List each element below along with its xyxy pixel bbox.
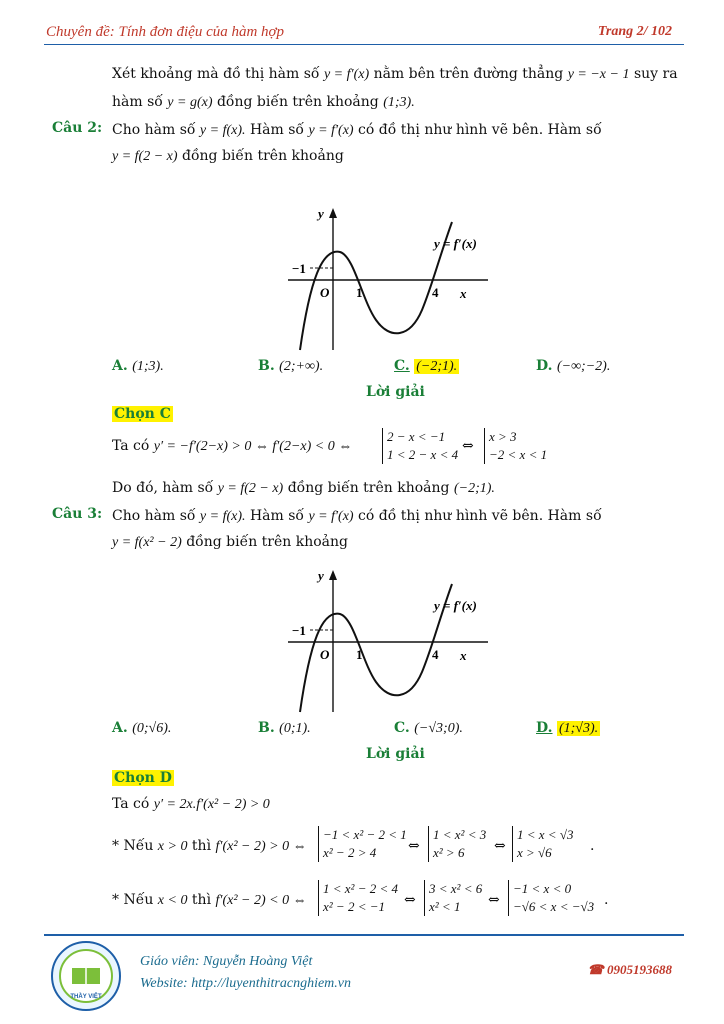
graph-f-prime-q3 — [282, 562, 502, 718]
q2-solution-line-1: Ta có y′ = −f′(2−x) > 0 ⇔ f′(2−x) < 0 ⇔ — [112, 438, 353, 454]
q2-equiv-arrow: ⇔ — [462, 438, 474, 454]
q2-option-b[interactable]: B. (2;+∞). — [258, 358, 324, 374]
tick-4-label: 4 — [432, 285, 439, 300]
q3-case-1-arrow-2: ⇔ — [494, 838, 506, 854]
q3-option-d[interactable]: D. (1;√3). — [536, 720, 599, 736]
y-axis-label: y — [318, 206, 324, 221]
q3-case-2-system-2: 3 < x² < 6 x² < 1 — [424, 880, 482, 916]
tick-1-label: 1 — [356, 647, 363, 662]
origin-label: O — [320, 647, 330, 662]
page-number: Trang 2/ 102 — [597, 24, 672, 39]
question-2-text-1: Cho hàm số y = f(x). Hàm số y = f′(x) có đồ thị như hình vẽ bên. Hàm số — [112, 122, 602, 138]
q2-solution-title: Lời giải — [366, 384, 425, 400]
q3-option-a[interactable]: A. (0;√6). — [112, 720, 172, 736]
q3-case-2-system-3: −1 < x < 0 −√6 < x < −√3 — [508, 880, 594, 916]
q2-option-d[interactable]: D. (−∞;−2). — [536, 358, 611, 374]
q2-system-1: 2 − x < −1 1 < 2 − x < 4 — [382, 428, 458, 464]
origin-label: O — [320, 285, 330, 300]
q3-chosen: Chọn D — [114, 770, 172, 786]
footer-phone: ☎ 0905193688 — [587, 962, 672, 977]
question-3-text-2: y = f(x² − 2) đồng biến trên khoảng — [112, 534, 348, 550]
svg-text:THẦY VIỆT: THẦY VIỆT — [70, 994, 102, 1000]
q2-option-c[interactable]: C. (−2;1). — [394, 358, 458, 374]
graph-f-prime-q2 — [282, 200, 502, 356]
header-divider — [44, 44, 684, 45]
function-label: y = f′(x) — [434, 598, 477, 613]
logo — [50, 940, 122, 1012]
phone-icon: ☎ — [587, 962, 604, 977]
footer-teacher: Giáo viên: Nguyễn Hoàng Việt — [140, 954, 313, 969]
tick-minus1-label: −1 — [292, 261, 306, 276]
question-3-label: Câu 3: — [52, 506, 103, 522]
question-2-text-2: y = f(2 − x) đồng biến trên khoảng — [112, 148, 344, 164]
q3-option-b[interactable]: B. (0;1). — [258, 720, 311, 736]
q3-case-2-end: . — [604, 892, 609, 908]
y-axis-arrow — [329, 208, 337, 218]
q2-system-2: x > 3 −2 < x < 1 — [484, 428, 547, 464]
q3-case-2: * Nếu x < 0 thì f′(x² − 2) < 0 ⇔ — [112, 892, 307, 908]
q2-option-a[interactable]: A. (1;3). — [112, 358, 164, 374]
q3-case-1-system-3: 1 < x < √3 x > √6 — [512, 826, 573, 862]
header-title: Chuyên đề: Tính đơn điệu của hàm hợp — [46, 24, 285, 40]
q3-case-1-system-1: −1 < x² − 2 < 1 x² − 2 > 4 — [318, 826, 407, 862]
intro-line-1: Xét khoảng mà đồ thị hàm số y = f′(x) nằm bên trên đường thẳng y = −x − 1 suy ra — [112, 66, 678, 82]
q3-case-1-arrow-1: ⇔ — [408, 838, 420, 854]
q3-solution-title: Lời giải — [366, 746, 425, 762]
q3-case-1-end: . — [590, 838, 595, 854]
q3-case-2-arrow-1: ⇔ — [404, 892, 416, 908]
x-axis-label: x — [460, 648, 467, 663]
q3-case-2-system-1: 1 < x² − 2 < 4 x² − 2 < −1 — [318, 880, 398, 916]
q2-solution-line-2: Do đó, hàm số y = f(2 − x) đồng biến trên khoảng (−2;1). — [112, 480, 495, 496]
footer-website[interactable]: Website: http://luyenthitracnghiem.vn — [140, 976, 351, 991]
y-axis-arrow — [329, 570, 337, 580]
intro-line-2: hàm số y = g(x) đồng biến trên khoảng (1;3). — [112, 94, 415, 110]
tick-4-label: 4 — [432, 647, 439, 662]
x-axis-label: x — [460, 286, 467, 301]
q3-case-2-arrow-2: ⇔ — [488, 892, 500, 908]
footer-divider — [44, 934, 684, 936]
q3-solution-line-1: Ta có y′ = 2x.f′(x² − 2) > 0 — [112, 796, 270, 812]
q3-case-1-system-2: 1 < x² < 3 x² > 6 — [428, 826, 486, 862]
q2-chosen: Chọn C — [114, 406, 171, 422]
question-2-label: Câu 2: — [52, 120, 103, 136]
function-label: y = f′(x) — [434, 236, 477, 251]
tick-1-label: 1 — [356, 285, 363, 300]
q3-option-c[interactable]: C. (−√3;0). — [394, 720, 463, 736]
tick-minus1-label: −1 — [292, 623, 306, 638]
q3-case-1: * Nếu x > 0 thì f′(x² − 2) > 0 ⇔ — [112, 838, 307, 854]
question-3-text-1: Cho hàm số y = f(x). Hàm số y = f′(x) có đồ thị như hình vẽ bên. Hàm số — [112, 508, 602, 524]
y-axis-label: y — [318, 568, 324, 583]
